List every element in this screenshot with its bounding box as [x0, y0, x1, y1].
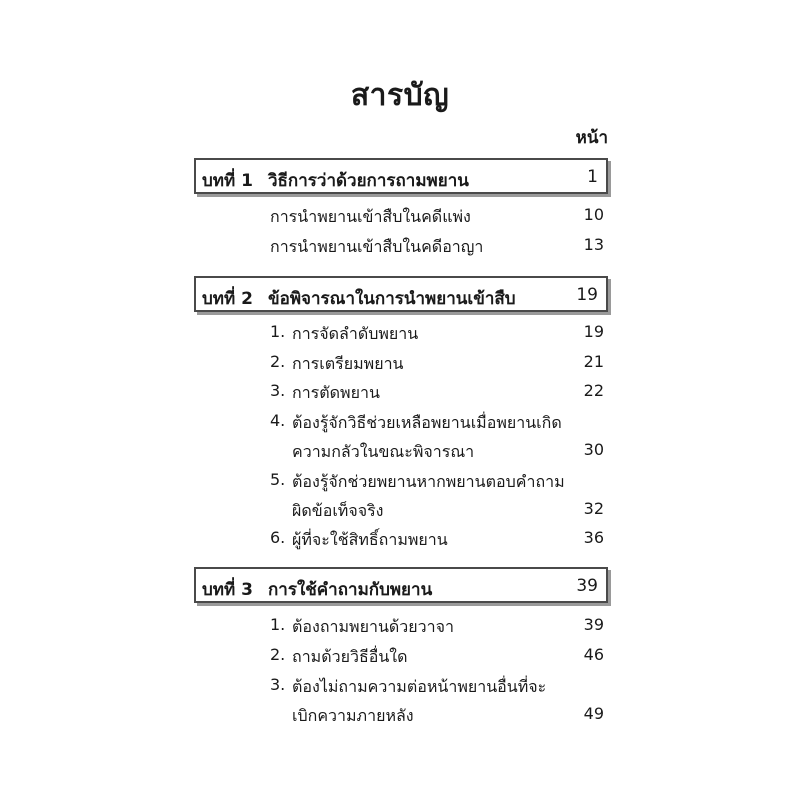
page-column-label: หน้า [575, 128, 608, 148]
toc-entry-text: ต้องถามพยานด้วยวาจา [292, 617, 454, 636]
toc-entry-page: 36 [583, 528, 604, 547]
toc-entry-number: 1. [270, 615, 286, 634]
chapter-title: วิธีการว่าด้วยการถามพยาน [268, 171, 469, 191]
toc-entry-page: 49 [583, 704, 604, 723]
chapter-3-header [194, 567, 608, 603]
toc-entry-text: การจัดลำดับพยาน [292, 324, 419, 343]
toc-entry-number: 3. [270, 675, 286, 694]
toc-entry-number: 2. [270, 645, 286, 664]
toc-entry-page: 22 [583, 381, 604, 400]
toc-entry-text: ต้องรู้จักวิธีช่วยเหลือพยานเมื่อพยานเกิด [292, 413, 562, 432]
toc-entry-text-continued: ผิดข้อเท็จจริง [292, 501, 384, 520]
toc-entry-number: 6. [270, 528, 286, 547]
toc-entry-page: 13 [583, 235, 604, 254]
toc-entry-page: 32 [583, 499, 604, 518]
toc-entry-page: 19 [583, 322, 604, 341]
chapter-1-header [194, 158, 608, 194]
toc-entry-number: 3. [270, 381, 286, 400]
page-title: สารบัญ [350, 78, 450, 113]
toc-entry-text: การตัดพยาน [292, 383, 380, 402]
toc-entry-number: 4. [270, 411, 286, 430]
toc-entry-page: 30 [583, 440, 604, 459]
chapter-label: บทที่ 3 [202, 580, 253, 600]
toc-entry-text-continued: เบิกความภายหลัง [292, 706, 414, 725]
toc-entry-text: ผู้ที่จะใช้สิทธิ์ถามพยาน [292, 530, 448, 549]
toc-entry-text: ถามด้วยวิธีอื่นใด [292, 647, 408, 666]
toc-entry-page: 46 [583, 645, 604, 664]
toc-entry-text: ต้องรู้จักช่วยพยานหากพยานตอบคำถาม [292, 472, 565, 491]
chapter-page-number: 39 [576, 576, 598, 596]
chapter-2-header [194, 276, 608, 312]
toc-entry-number: 1. [270, 322, 286, 341]
toc-entry-page: 10 [583, 205, 604, 224]
toc-entry-text-continued: ความกลัวในขณะพิจารณา [292, 442, 475, 461]
toc-entry-page: 39 [583, 615, 604, 634]
toc-entry-page: 21 [583, 352, 604, 371]
toc-entry-text: ต้องไม่ถามความต่อหน้าพยานอื่นที่จะ [292, 677, 547, 696]
toc-entry-number: 2. [270, 352, 286, 371]
chapter-title: ข้อพิจารณาในการนำพยานเข้าสืบ [268, 289, 516, 309]
toc-entry-number: 5. [270, 470, 286, 489]
chapter-page-number: 1 [587, 167, 598, 187]
toc-entry-text: การนำพยานเข้าสืบในคดีอาญา [270, 237, 484, 256]
chapter-label: บทที่ 2 [202, 289, 253, 309]
toc-entry-text: การนำพยานเข้าสืบในคดีแพ่ง [270, 207, 471, 226]
chapter-title: การใช้คำถามกับพยาน [268, 580, 433, 600]
chapter-label: บทที่ 1 [202, 171, 253, 191]
chapter-page-number: 19 [576, 285, 598, 305]
toc-entry-text: การเตรียมพยาน [292, 354, 404, 373]
